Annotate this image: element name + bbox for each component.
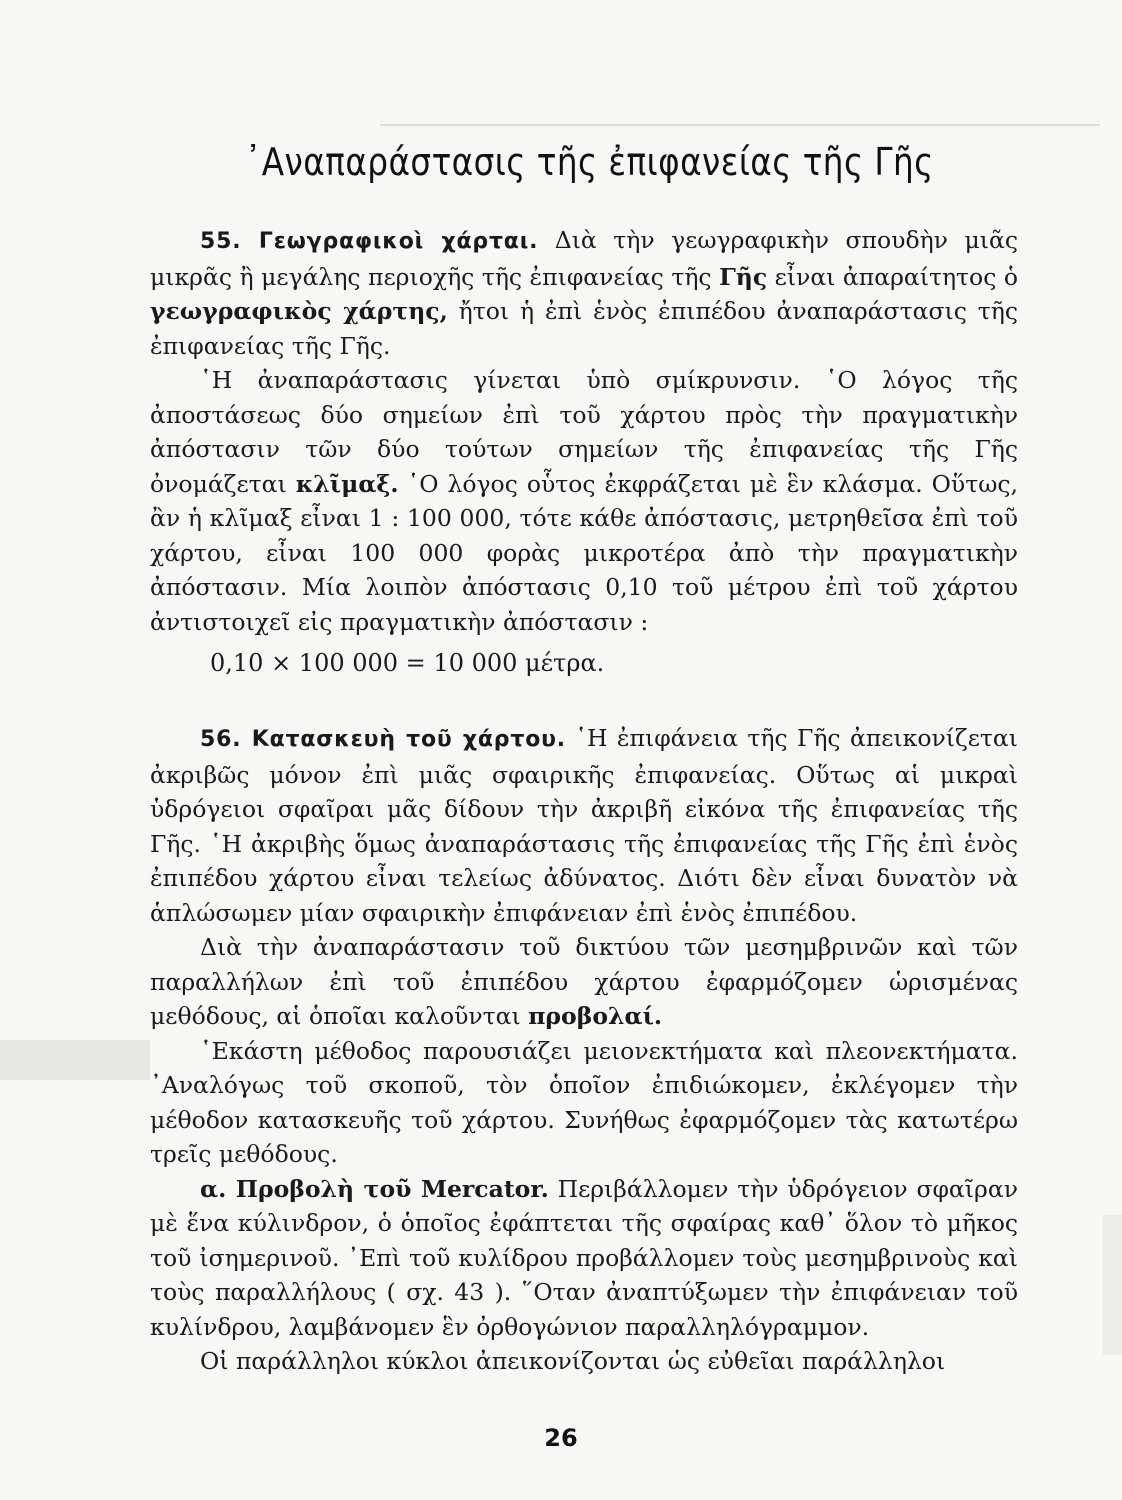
paragraph-55-2 <box>150 363 1018 639</box>
text-run: ῾Η ἐπιφάνεια τῆς Γῆς ἀπεικονίζεται ἀκριβῶς μόνον ἐπὶ μιᾶς σφαιρικῆς ἐπιφανείας. Οὕτως αἱ μικραὶ ὑδρόγειοι σφαῖραι μᾶς δίδουν τὴν ἀκριβῆ εἰκόνα τῆς ἐπιφανείας τῆς Γῆς. ῾Η ἀκριβὴς ὅμως ἀναπαράστασις τῆς ἐπιφανείας τῆς Γῆς ἐπὶ ἑνὸς ἐπιπέδου χάρτου εἶναι τελείως ἀδύνατος. Διότι δὲν εἶναι δυνατὸν νὰ ἁπλώσωμεν μίαν σφαιρικὴν ἐπιφάνειαν ἐπὶ ἑνὸς ἐπιπέδου. <box>150 724 1018 927</box>
section-heading-56: 56. Κατασκευὴ τοῦ χάρτου. <box>200 727 566 752</box>
subheading-mercator: α. Προβολὴ τοῦ Mercator. <box>200 1174 549 1203</box>
text-run-bold: Γῆς <box>719 262 768 291</box>
text-run: Περιβάλλομεν τὴν ὑδρόγειον σφαῖραν μὲ ἕνα κύλινδρον, ὁ ὁποῖος ἐφάπτεται τῆς σφαίρας καθ᾿ ὅλον τὸ μῆκος τοῦ ἰσημερινοῦ. ᾿Επὶ τοῦ κυλίδρου προβάλλομεν τοὺς μεσημβρινοὺς καὶ τοὺς παραλλήλους ( σχ. 43 ). ῞Οταν ἀναπτύξωμεν τὴν ἐπιφάνειαν τοῦ κυλίνδρου, λαμβάνομεν ἓν ὀρθογώνιον παραλληλόγραμμον. <box>150 1174 1018 1341</box>
page-body <box>150 223 1018 1379</box>
text-run: ῾Ο λόγος οὗτος ἐκφράζεται μὲ ἓν κλάσμα. Οὕτως, ἂν ἡ κλῖμαξ εἶναι 1 : 100 000, τότε κάθε ἀπόστασις, μετρηθεῖσα ἐπὶ τοῦ χάρτου, εἶναι 100 000 φορὰς μικροτέρα ἀπὸ τὴν πραγματικὴν ἀπόστασιν. Μία λοιπὸν ἀπόστασις 0,10 τοῦ μέτρου ἐπὶ τοῦ χάρτου ἀντιστοιχεῖ εἰς πραγματικὴν ἀπόστασιν : <box>150 469 1018 636</box>
term-scale: κλῖμαξ. <box>295 469 399 498</box>
term-projections: προβολαί. <box>528 1002 663 1030</box>
text-run: Διὰ τὴν ἀναπαράστασιν τοῦ δικτύου τῶν μεσημβρινῶν καὶ τῶν παραλλήλων ἐπὶ τοῦ ἐπιπέδου χάρτου ἐφαρμόζομεν ὡρισμένας μεθόδους, αἱ ὁποῖαι καλοῦνται <box>150 933 1018 1030</box>
show-through-artifact <box>0 1040 150 1080</box>
page-title: ᾿Αναπαράστασις τῆς ἐπιφανείας τῆς Γῆς <box>245 140 934 184</box>
show-through-artifact <box>1102 1215 1122 1355</box>
paragraph-56-1 <box>150 721 1018 930</box>
text-run: Διὰ τὴν γεωγραφικὴν σπουδὴν μιᾶς μικρᾶς ἢ μεγάλης περιοχῆς τῆς ἐπιφανείας τῆς <box>150 226 1018 291</box>
paragraph-56-5: Οἱ παράλληλοι κύκλοι ἀπεικονίζονται ὡς εὐθεῖαι παράλληλοι <box>200 1347 946 1375</box>
text-run: ἤτοι ἡ ἐπὶ ἑνὸς ἐπιπέδου ἀναπαράστασις τῆς ἐπιφανείας τῆς Γῆς. <box>150 297 1018 360</box>
page-number: 26 <box>544 1424 578 1452</box>
text-run: εἶναι ἀπαραίτητος ὁ <box>767 262 1018 291</box>
paragraph-56-2 <box>150 930 1018 1034</box>
paragraph-56-4 <box>150 1172 1018 1345</box>
paragraph-55-1 <box>150 223 1018 363</box>
paragraph-56-3: ῾Εκάστη μέθοδος παρουσιάζει μειονεκτήματα καὶ πλεονεκτήματα. ᾿Αναλόγως τοῦ σκοποῦ, τὸν ὁποῖον ἐπιδιώκομεν, ἐκλέγομεν τὴν μέθοδον κατασκευῆς τοῦ χάρτου. Συνήθως ἐφαρμόζομεν τὰς κατωτέρω τρεῖς μεθόδους. <box>150 1036 1018 1168</box>
text-run: ῾Η ἀναπαράστασις γίνεται ὑπὸ σμίκρυνσιν. ῾Ο λόγος τῆς ἀποστάσεως δύο σημείων ἐπὶ τοῦ χάρτου πρὸς τὴν πραγματικὴν ἀπόστασιν τῶν δύο τούτων σημείων τῆς ἐπιφανείας τῆς Γῆς ὀνομάζεται <box>150 366 1018 498</box>
show-through-artifact <box>380 84 1100 126</box>
formula: 0,10 × 100 000 = 10 000 μέτρα. <box>210 649 605 677</box>
section-heading-55: 55. Γεωγραφικοὶ χάρται. <box>200 229 539 254</box>
term-geographic-map: γεωγραφικὸς χάρτης, <box>150 297 448 325</box>
